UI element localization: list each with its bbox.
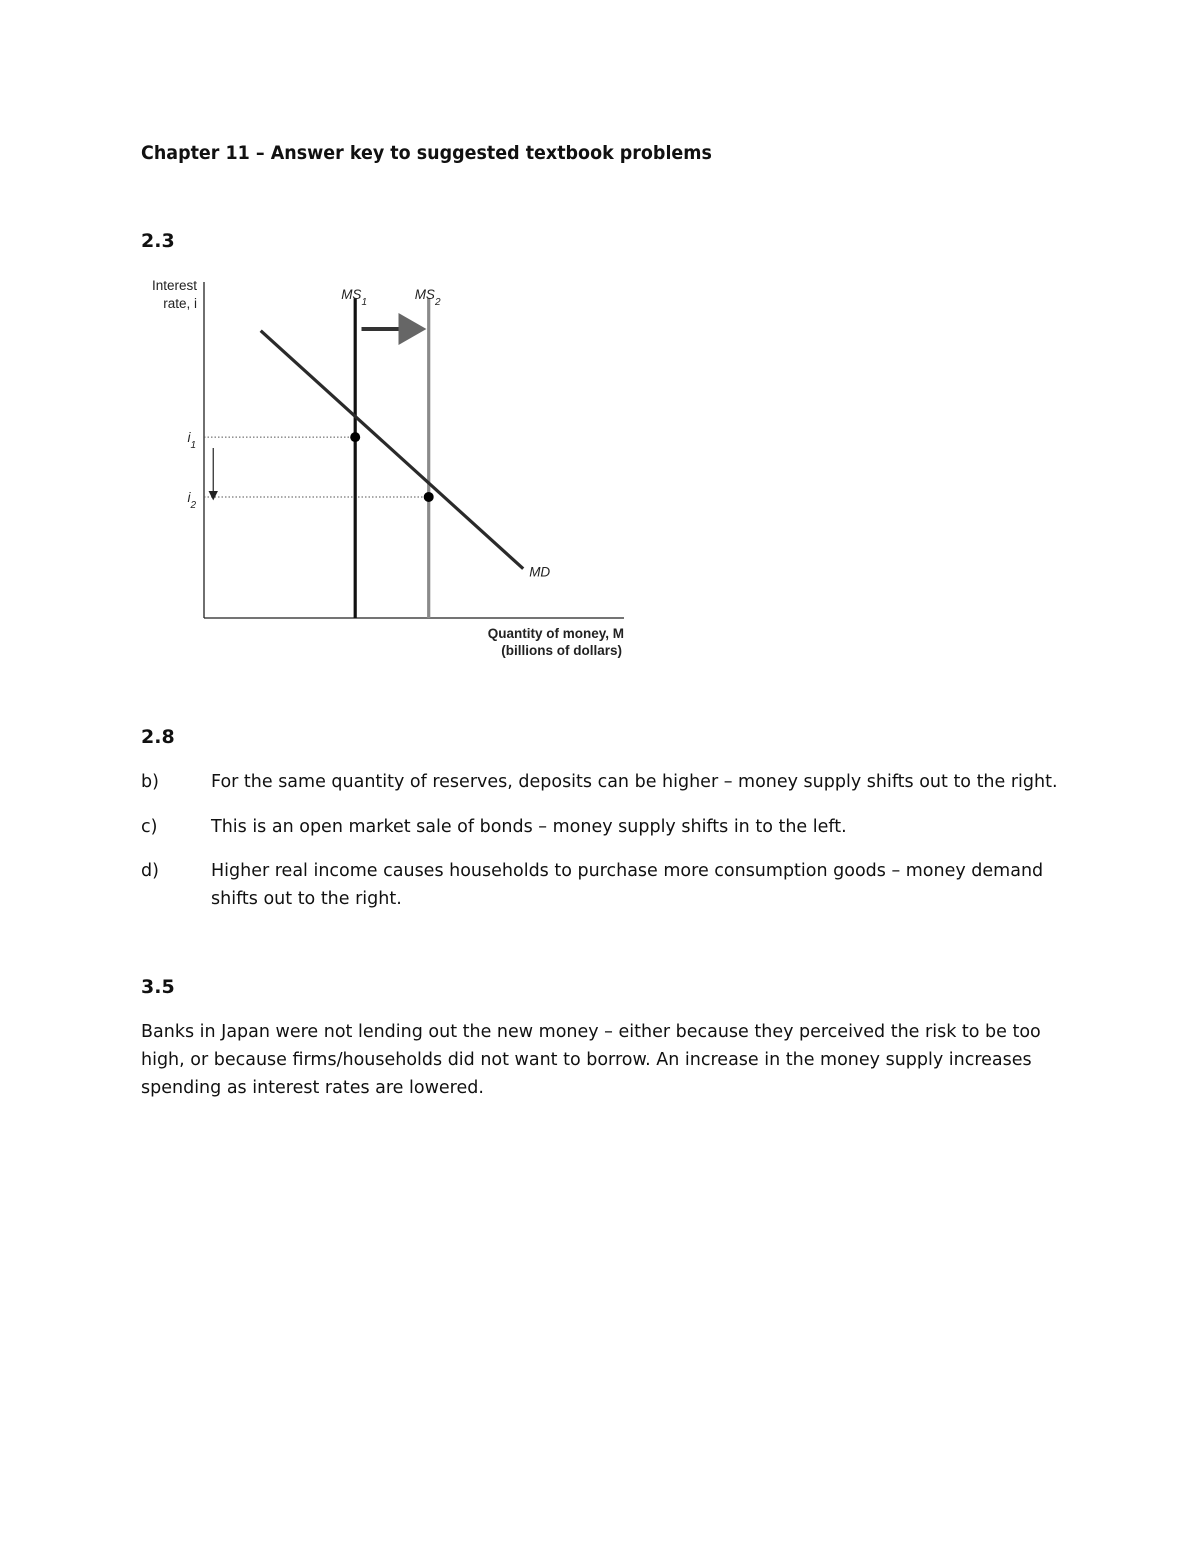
section-heading-2-3: 2.3 <box>141 230 175 252</box>
y-axis-label-line1: Interest <box>151 278 197 293</box>
page-title: Chapter 11 – Answer key to suggested textbook problems <box>141 142 712 164</box>
answer-item-label: d) <box>141 861 159 881</box>
x-axis-label-line2: (billions of dollars) <box>501 643 622 658</box>
i2-point <box>424 492 434 502</box>
md-line <box>261 331 524 569</box>
answer-item-text: This is an open market sale of bonds – money supply shifts in to the left. <box>211 817 847 837</box>
md-label: MD <box>529 564 551 580</box>
ms1-label: $MS_1$ <box>341 287 368 308</box>
answer-item-text: For the same quantity of reserves, deposits can be higher – money supply shifts out to the right. <box>211 772 1058 792</box>
answer-item-label: c) <box>141 817 158 837</box>
section-heading-3-5: 3.5 <box>141 976 175 998</box>
answer-item-text: Higher real income causes households to purchase more consumption goods – money demand shifts out to the right. <box>211 861 1044 909</box>
money-market-chart <box>140 270 640 670</box>
i2-tick-label: $i_2$ <box>187 489 196 511</box>
ms2-label: $MS_2$ <box>414 287 441 308</box>
answer-paragraph-3-5: Banks in Japan were not lending out the new money – either because they perceived the risk to be too high, or because firms/households did not want to borrow. An increase in the money supply increases spending as interest rates are lowered. <box>141 1022 1041 1098</box>
x-axis-label-line1: Quantity of money, M <box>487 626 624 641</box>
i1-point <box>350 432 360 442</box>
y-axis-label-line2: rate, i <box>163 296 197 311</box>
answer-item-label: b) <box>141 772 159 792</box>
section-heading-2-8: 2.8 <box>141 726 175 748</box>
i1-tick-label: $i_1$ <box>187 430 196 451</box>
